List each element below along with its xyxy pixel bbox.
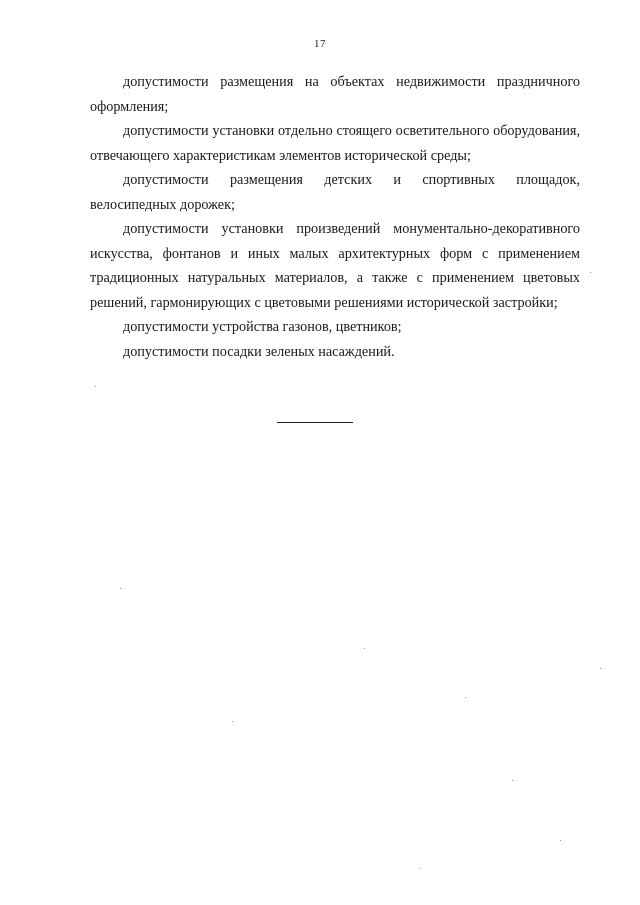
- end-of-text-rule: [277, 422, 353, 423]
- scan-speck: [120, 588, 121, 589]
- paragraph-lighting-equipment: допустимости установки отдельно стоящего осветительного оборудования, отвечающего характеристикам элементов исторической среды;: [90, 123, 580, 164]
- paragraph-green-planting: допустимости посадки зеленых насаждений.: [123, 343, 395, 360]
- scan-speck: [560, 840, 561, 841]
- paragraph-monumental-art: допустимости установки произведений монументально-декоративного искусства, фонтанов и иных малых архитектурных форм с применением традиционных натуральных материалов, а также с применением цветовых решений, гармонирующих с цветовыми решениями исторической застройки;: [90, 221, 580, 311]
- paragraph-playgrounds-bike-paths: допустимости размещения детских и спортивных площадок, велосипедных дорожек;: [90, 172, 580, 213]
- scan-speck: [420, 868, 421, 869]
- page-number: 17: [314, 38, 326, 50]
- paragraph-holiday-decoration: допустимости размещения на объектах недвижимости праздничного оформления;: [90, 74, 580, 115]
- scan-speck: [512, 780, 513, 781]
- scan-speck: [364, 648, 365, 649]
- scan-speck: [465, 697, 466, 698]
- scan-speck: [232, 721, 233, 722]
- paragraph-lawns-flowerbeds: допустимости устройства газонов, цветников;: [123, 319, 402, 335]
- scan-speck: [95, 386, 96, 387]
- scan-speck: [600, 668, 601, 669]
- scan-speck: [590, 272, 591, 273]
- body-text: [90, 70, 580, 364]
